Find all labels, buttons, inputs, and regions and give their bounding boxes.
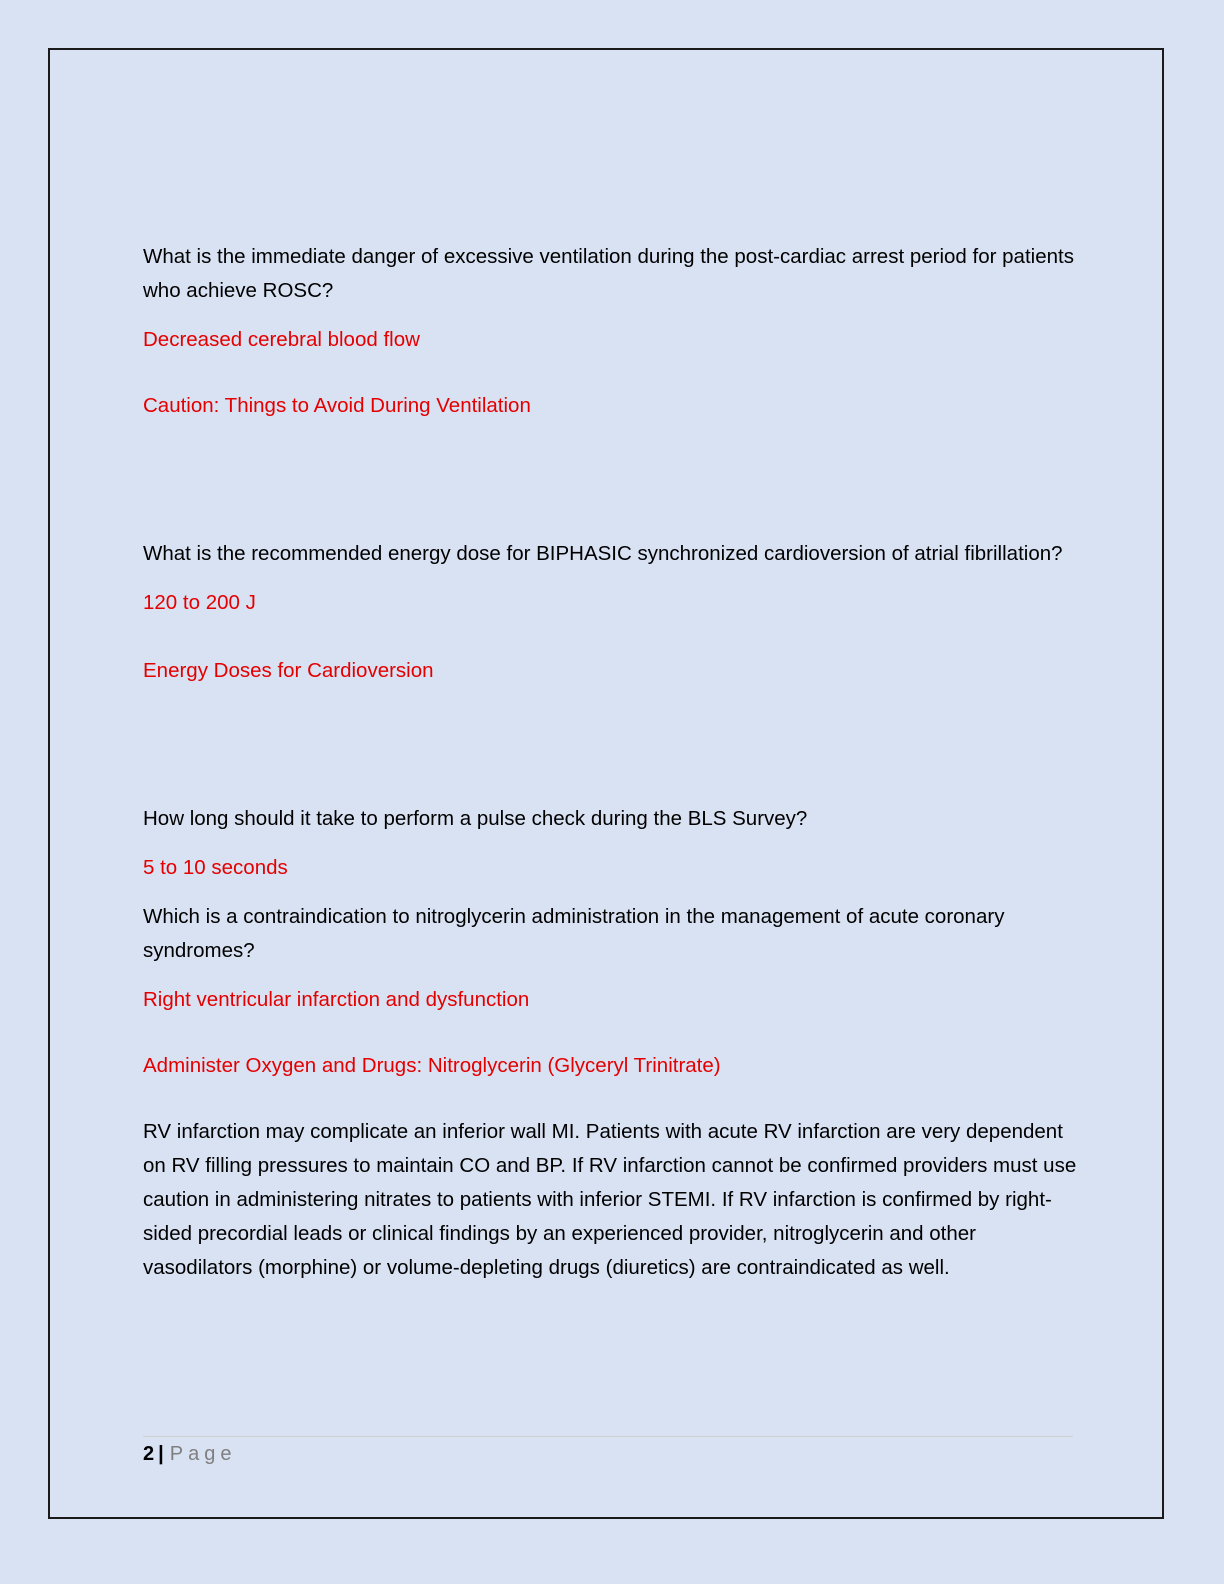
page-number: 2 xyxy=(143,1443,155,1465)
explanation-4: RV infarction may complicate an inferior wall MI. Patients with acute RV infarction are very dependent on RV filling pressures to maintain CO and BP. If RV infarction cannot be confirmed providers must use caution in administering nitrates to patients with inferior STEMI. If RV infarction is confirmed by right-sided precordial leads or clinical findings by an experienced provider, nitroglycerin and other vasodilators (morphine) or volume-depleting drugs (diuretics) are contraindicated as well. xyxy=(143,1120,1077,1279)
page-footer xyxy=(143,1440,236,1468)
answer-4: Right ventricular infarction and dysfunction xyxy=(143,988,530,1011)
question-2: What is the recommended energy dose for BIPHASIC synchronized cardioversion of atrial fibrillation? xyxy=(143,542,1063,565)
question-1: What is the immediate danger of excessive ventilation during the post-cardiac arrest period for patients who achieve ROSC? xyxy=(143,245,1074,302)
reference-1: Caution: Things to Avoid During Ventilation xyxy=(143,394,531,417)
question-3: How long should it take to perform a pulse check during the BLS Survey? xyxy=(143,807,808,830)
question-4: Which is a contraindication to nitroglycerin administration in the management of acute coronary syndromes? xyxy=(143,905,1005,962)
reference-2: Energy Doses for Cardioversion xyxy=(143,659,434,682)
answer-1: Decreased cerebral blood flow xyxy=(143,328,420,351)
footer-separator: | xyxy=(158,1443,164,1465)
reference-4: Administer Oxygen and Drugs: Nitroglycerin (Glyceryl Trinitrate) xyxy=(143,1054,721,1077)
answer-2: 120 to 200 J xyxy=(143,591,256,614)
footer-divider xyxy=(143,1436,1073,1437)
page-label: Page xyxy=(169,1443,237,1465)
document-body xyxy=(143,240,1083,1285)
answer-3: 5 to 10 seconds xyxy=(143,856,288,879)
